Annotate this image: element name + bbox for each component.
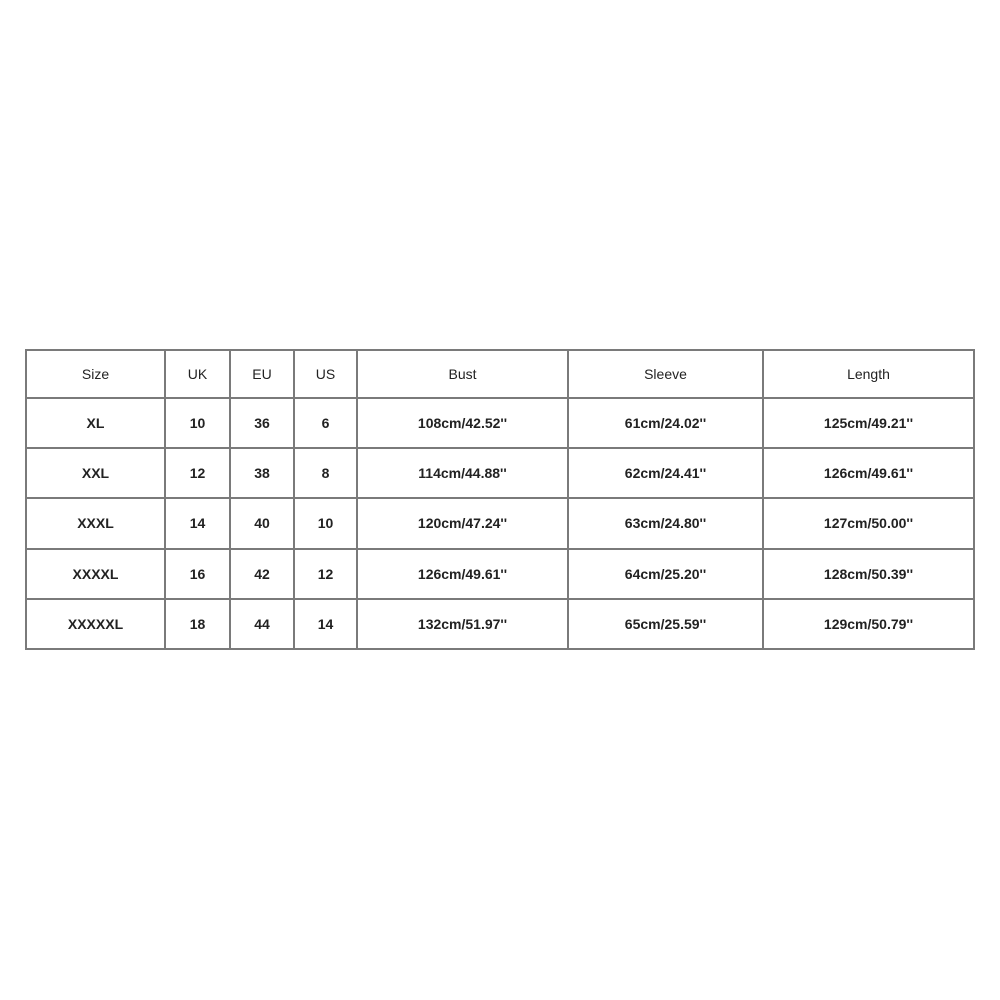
cell-us: 12 <box>294 549 357 599</box>
cell-eu: 38 <box>230 448 294 498</box>
cell-length: 125cm/49.21'' <box>763 398 974 448</box>
cell-sleeve: 65cm/25.59'' <box>568 599 763 649</box>
cell-uk: 14 <box>165 498 230 548</box>
cell-eu: 40 <box>230 498 294 548</box>
cell-length: 127cm/50.00'' <box>763 498 974 548</box>
cell-uk: 18 <box>165 599 230 649</box>
cell-sleeve: 62cm/24.41'' <box>568 448 763 498</box>
cell-size: XXL <box>26 448 165 498</box>
cell-size: XXXXXL <box>26 599 165 649</box>
cell-length: 126cm/49.61'' <box>763 448 974 498</box>
cell-length: 128cm/50.39'' <box>763 549 974 599</box>
header-uk: UK <box>165 350 230 398</box>
cell-bust: 108cm/42.52'' <box>357 398 568 448</box>
cell-uk: 12 <box>165 448 230 498</box>
table-row <box>26 498 974 548</box>
cell-eu: 42 <box>230 549 294 599</box>
cell-size: XXXXL <box>26 549 165 599</box>
cell-sleeve: 64cm/25.20'' <box>568 549 763 599</box>
cell-bust: 120cm/47.24'' <box>357 498 568 548</box>
size-chart-table <box>25 349 975 650</box>
cell-size: XXXL <box>26 498 165 548</box>
cell-length: 129cm/50.79'' <box>763 599 974 649</box>
cell-eu: 44 <box>230 599 294 649</box>
table-row <box>26 398 974 448</box>
header-eu: EU <box>230 350 294 398</box>
cell-bust: 132cm/51.97'' <box>357 599 568 649</box>
cell-bust: 126cm/49.61'' <box>357 549 568 599</box>
cell-eu: 36 <box>230 398 294 448</box>
table-row <box>26 448 974 498</box>
cell-us: 8 <box>294 448 357 498</box>
cell-size: XL <box>26 398 165 448</box>
cell-us: 14 <box>294 599 357 649</box>
table-row <box>26 549 974 599</box>
cell-uk: 10 <box>165 398 230 448</box>
cell-us: 10 <box>294 498 357 548</box>
header-length: Length <box>763 350 974 398</box>
table-header-row <box>26 350 974 398</box>
cell-uk: 16 <box>165 549 230 599</box>
table-row <box>26 599 974 649</box>
header-us: US <box>294 350 357 398</box>
header-bust: Bust <box>357 350 568 398</box>
cell-sleeve: 61cm/24.02'' <box>568 398 763 448</box>
cell-bust: 114cm/44.88'' <box>357 448 568 498</box>
cell-sleeve: 63cm/24.80'' <box>568 498 763 548</box>
header-sleeve: Sleeve <box>568 350 763 398</box>
header-size: Size <box>26 350 165 398</box>
cell-us: 6 <box>294 398 357 448</box>
